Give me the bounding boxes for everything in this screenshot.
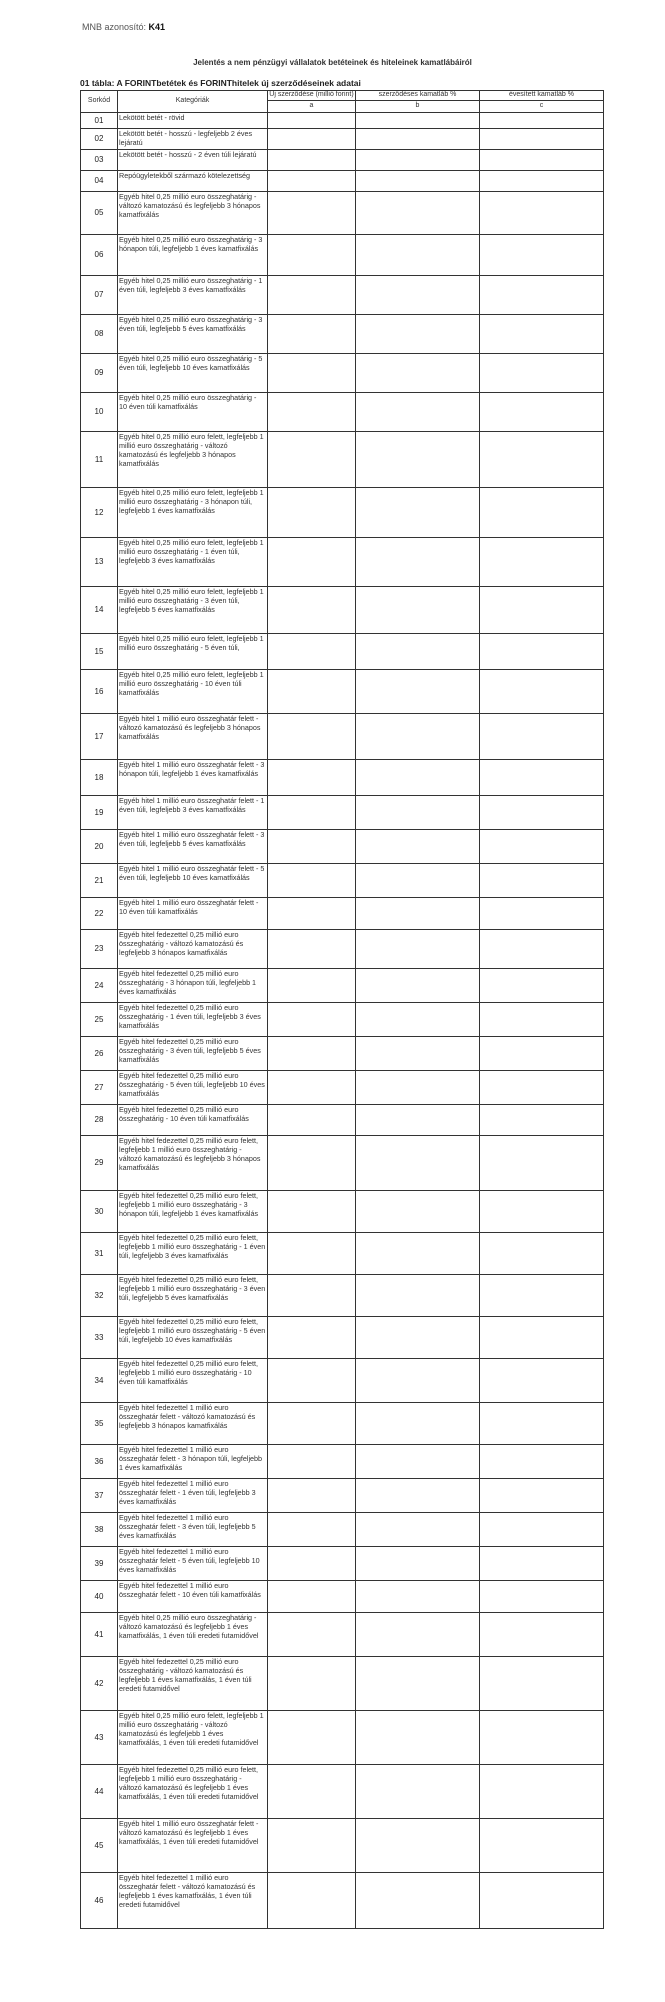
cell-col-b[interactable] (356, 392, 480, 431)
table-row (81, 829, 604, 863)
cell-col-a[interactable] (268, 1232, 356, 1274)
table-row (81, 1358, 604, 1402)
cell-col-b[interactable] (356, 1478, 480, 1512)
cell-col-c[interactable] (480, 897, 604, 929)
cell-col-c[interactable] (480, 1818, 604, 1872)
row-category: Egyéb hitel 0,25 millió euro felett, legfeljebb 1 millió euro összeghatárig - 10 éven túli kamatfixálás (118, 669, 268, 713)
table-row (81, 1612, 604, 1656)
row-code: 04 (81, 170, 118, 191)
cell-col-b[interactable] (356, 713, 480, 759)
row-code: 45 (81, 1818, 118, 1872)
table-row (81, 1135, 604, 1190)
row-category: Egyéb hitel 1 millió euro összeghatár felett - 5 éven túli, legfeljebb 10 éves kamatfixálás (118, 863, 268, 897)
cell-col-a[interactable] (268, 537, 356, 586)
cell-col-c[interactable] (480, 487, 604, 537)
cell-col-a[interactable] (268, 191, 356, 234)
cell-col-c[interactable] (480, 149, 604, 170)
cell-col-c[interactable] (480, 392, 604, 431)
row-category: Egyéb hitel fedezettel 1 millió euro összeghatár felett - 3 éven túli, legfeljebb 5 éves kamatfixálás (118, 1512, 268, 1546)
cell-col-b[interactable] (356, 863, 480, 897)
cell-col-b[interactable] (356, 431, 480, 487)
cell-col-b[interactable] (356, 759, 480, 795)
cell-col-c[interactable] (480, 1656, 604, 1710)
cell-col-a[interactable] (268, 1316, 356, 1358)
cell-col-a[interactable] (268, 1764, 356, 1818)
row-category: Repóügyletekből származó kötelezettség (118, 170, 268, 191)
cell-col-b[interactable] (356, 795, 480, 829)
report-title: Jelentés a nem pénzügyi vállalatok betéteinek és hiteleinek kamatlábáiról (193, 58, 472, 67)
cell-col-c[interactable] (480, 191, 604, 234)
table-row (81, 112, 604, 128)
row-code: 32 (81, 1274, 118, 1316)
cell-col-b[interactable] (356, 1135, 480, 1190)
row-code: 29 (81, 1135, 118, 1190)
row-category: Egyéb hitel 1 millió euro összeghatár felett - 10 éven túli kamatfixálás (118, 897, 268, 929)
header-letter-c: c (480, 100, 604, 112)
cell-col-a[interactable] (268, 586, 356, 633)
cell-col-c[interactable] (480, 1512, 604, 1546)
row-category: Egyéb hitel 0,25 millió euro összeghatárig - 10 éven túli kamatfixálás (118, 392, 268, 431)
row-category: Egyéb hitel fedezettel 1 millió euro összeghatár felett - változó kamatozású és legfeljebb 3 hónapos kamatfixálás (118, 1402, 268, 1444)
cell-col-c[interactable] (480, 586, 604, 633)
cell-col-b[interactable] (356, 191, 480, 234)
table-row (81, 1580, 604, 1612)
row-category: Egyéb hitel 1 millió euro összeghatár felett - változó kamatozású és legfeljebb 3 hónapos kamatfixálás (118, 713, 268, 759)
cell-col-c[interactable] (480, 112, 604, 128)
row-category: Egyéb hitel 0,25 millió euro összeghatárig - 3 éven túli, legfeljebb 5 éves kamatfixálás (118, 314, 268, 353)
cell-col-a[interactable] (268, 1710, 356, 1764)
cell-col-b[interactable] (356, 1580, 480, 1612)
cell-col-c[interactable] (480, 537, 604, 586)
row-code: 12 (81, 487, 118, 537)
row-code: 44 (81, 1764, 118, 1818)
row-code: 18 (81, 759, 118, 795)
cell-col-b[interactable] (356, 633, 480, 669)
row-category: Egyéb hitel fedezettel 1 millió euro összeghatár felett - változó kamatozású és legfeljebb 1 éves kamatfixálás, 1 éven túli eredeti futamidővel (118, 1872, 268, 1928)
row-category: Egyéb hitel fedezettel 0,25 millió euro felett, legfeljebb 1 millió euro összeghatárig - 3 hónapon túli, legfeljebb 1 éves kamatfixálás (118, 1190, 268, 1232)
table-row (81, 1818, 604, 1872)
row-code: 42 (81, 1656, 118, 1710)
row-code: 11 (81, 431, 118, 487)
row-category: Egyéb hitel 1 millió euro összeghatár felett - változó kamatozású és legfeljebb 1 éves kamatfixálás, 1 éven túli eredeti futamidővel (118, 1818, 268, 1872)
row-code: 05 (81, 191, 118, 234)
row-code: 26 (81, 1036, 118, 1070)
header-row (81, 91, 604, 101)
cell-col-c[interactable] (480, 353, 604, 392)
table-row (81, 1872, 604, 1928)
row-code: 39 (81, 1546, 118, 1580)
row-code: 13 (81, 537, 118, 586)
row-code: 38 (81, 1512, 118, 1546)
table-row (81, 1546, 604, 1580)
cell-col-a[interactable] (268, 1358, 356, 1402)
row-code: 46 (81, 1872, 118, 1928)
cell-col-c[interactable] (480, 1190, 604, 1232)
cell-col-a[interactable] (268, 929, 356, 968)
cell-col-a[interactable] (268, 128, 356, 149)
row-code: 01 (81, 112, 118, 128)
table-row (81, 1070, 604, 1104)
cell-col-b[interactable] (356, 669, 480, 713)
identifier-value: K41 (148, 22, 166, 32)
cell-col-b[interactable] (356, 1764, 480, 1818)
cell-col-b[interactable] (356, 897, 480, 929)
cell-col-b[interactable] (356, 829, 480, 863)
table-row (81, 234, 604, 275)
row-code: 22 (81, 897, 118, 929)
cell-col-b[interactable] (356, 149, 480, 170)
cell-col-c[interactable] (480, 431, 604, 487)
row-code: 19 (81, 795, 118, 829)
table-row (81, 1232, 604, 1274)
row-category: Egyéb hitel 1 millió euro összeghatár felett - 3 éven túli, legfeljebb 5 éves kamatfixálás (118, 829, 268, 863)
cell-col-c[interactable] (480, 1612, 604, 1656)
cell-col-c[interactable] (480, 759, 604, 795)
row-code: 20 (81, 829, 118, 863)
cell-col-c[interactable] (480, 1070, 604, 1104)
row-category: Egyéb hitel fedezettel 0,25 millió euro felett, legfeljebb 1 millió euro összeghatárig - változó kamatozású és legfeljebb 3 hónapos kamatfixálás (118, 1135, 268, 1190)
table-row (81, 1710, 604, 1764)
row-category: Egyéb hitel fedezettel 0,25 millió euro felett, legfeljebb 1 millió euro összeghatárig - 5 éven túli, legfeljebb 10 éves kamatfixálás (118, 1316, 268, 1358)
table-row (81, 314, 604, 353)
cell-col-b[interactable] (356, 487, 480, 537)
cell-col-a[interactable] (268, 1002, 356, 1036)
table-row (81, 897, 604, 929)
cell-col-a[interactable] (268, 1818, 356, 1872)
cell-col-c[interactable] (480, 1764, 604, 1818)
row-category: Egyéb hitel fedezettel 1 millió euro összeghatár felett - 10 éven túli kamatfixálás (118, 1580, 268, 1612)
cell-col-b[interactable] (356, 1104, 480, 1135)
row-code: 30 (81, 1190, 118, 1232)
cell-col-a[interactable] (268, 1402, 356, 1444)
cell-col-a[interactable] (268, 1274, 356, 1316)
table-body (81, 112, 604, 1928)
row-code: 27 (81, 1070, 118, 1104)
table-row (81, 191, 604, 234)
cell-col-b[interactable] (356, 537, 480, 586)
cell-col-a[interactable] (268, 863, 356, 897)
table-row (81, 275, 604, 314)
row-category: Egyéb hitel 0,25 millió euro felett, legfeljebb 1 millió euro összeghatárig - változó kamatozású és legfeljebb 3 hónapos kamatfixálás (118, 431, 268, 487)
cell-col-c[interactable] (480, 1274, 604, 1316)
row-code: 02 (81, 128, 118, 149)
cell-col-b[interactable] (356, 128, 480, 149)
cell-col-c[interactable] (480, 1232, 604, 1274)
cell-col-b[interactable] (356, 234, 480, 275)
cell-col-b[interactable] (356, 1656, 480, 1710)
cell-col-b[interactable] (356, 1232, 480, 1274)
cell-col-b[interactable] (356, 586, 480, 633)
row-code: 36 (81, 1444, 118, 1478)
cell-col-b[interactable] (356, 170, 480, 191)
cell-col-a[interactable] (268, 170, 356, 191)
cell-col-a[interactable] (268, 713, 356, 759)
table-row (81, 1002, 604, 1036)
table-row (81, 1190, 604, 1232)
row-category: Egyéb hitel 0,25 millió euro felett, legfeljebb 1 millió euro összeghatárig - 5 éven túli, (118, 633, 268, 669)
table-row (81, 1478, 604, 1512)
table-row (81, 633, 604, 669)
cell-col-b[interactable] (356, 1070, 480, 1104)
row-category: Egyéb hitel fedezettel 0,25 millió euro összeghatárig - változó kamatozású és legfeljebb 1 éves kamatfixálás, 1 éven túli eredeti futamidővel (118, 1656, 268, 1710)
row-category: Egyéb hitel fedezettel 0,25 millió euro összeghatárig - 1 éven túli, legfeljebb 3 éves kamatfixálás (118, 1002, 268, 1036)
cell-col-a[interactable] (268, 669, 356, 713)
cell-col-a[interactable] (268, 968, 356, 1002)
cell-col-b[interactable] (356, 1402, 480, 1444)
cell-col-c[interactable] (480, 795, 604, 829)
table-row (81, 929, 604, 968)
table-row (81, 1444, 604, 1478)
row-category: Egyéb hitel fedezettel 0,25 millió euro összeghatárig - változó kamatozású és legfeljebb 3 hónapos kamatfixálás (118, 929, 268, 968)
table-row (81, 149, 604, 170)
row-category: Egyéb hitel 0,25 millió euro összeghatárig - 5 éven túli, legfeljebb 10 éves kamatfixálás (118, 353, 268, 392)
row-code: 28 (81, 1104, 118, 1135)
table-row (81, 1512, 604, 1546)
table-row (81, 968, 604, 1002)
header-letter-b: b (356, 100, 480, 112)
row-code: 03 (81, 149, 118, 170)
cell-col-a[interactable] (268, 275, 356, 314)
row-code: 10 (81, 392, 118, 431)
table-row (81, 537, 604, 586)
cell-col-c[interactable] (480, 1478, 604, 1512)
row-category: Egyéb hitel fedezettel 0,25 millió euro felett, legfeljebb 1 millió euro összeghatárig - 1 éven túli, legfeljebb 3 éves kamatfixálás (118, 1232, 268, 1274)
cell-col-c[interactable] (480, 275, 604, 314)
cell-col-a[interactable] (268, 1546, 356, 1580)
mnb-identifier (82, 22, 165, 32)
cell-col-b[interactable] (356, 1710, 480, 1764)
row-category: Egyéb hitel fedezettel 0,25 millió euro összeghatárig - 5 éven túli, legfeljebb 10 éves kamatfixálás (118, 1070, 268, 1104)
cell-col-c[interactable] (480, 669, 604, 713)
cell-col-a[interactable] (268, 112, 356, 128)
cell-col-c[interactable] (480, 1710, 604, 1764)
cell-col-c[interactable] (480, 1002, 604, 1036)
cell-col-c[interactable] (480, 1546, 604, 1580)
cell-col-b[interactable] (356, 1872, 480, 1928)
cell-col-a[interactable] (268, 1478, 356, 1512)
cell-col-b[interactable] (356, 1002, 480, 1036)
row-category: Egyéb hitel 1 millió euro összeghatár felett - 1 éven túli, legfeljebb 3 éves kamatfixálás (118, 795, 268, 829)
cell-col-a[interactable] (268, 1580, 356, 1612)
header-col-c: évesített kamatláb % (480, 91, 604, 101)
cell-col-a[interactable] (268, 795, 356, 829)
row-code: 25 (81, 1002, 118, 1036)
cell-col-a[interactable] (268, 633, 356, 669)
table-row (81, 759, 604, 795)
cell-col-b[interactable] (356, 1358, 480, 1402)
cell-col-b[interactable] (356, 929, 480, 968)
cell-col-a[interactable] (268, 759, 356, 795)
identifier-label: MNB azonosító: (82, 22, 147, 32)
cell-col-c[interactable] (480, 929, 604, 968)
cell-col-c[interactable] (480, 170, 604, 191)
table-row (81, 431, 604, 487)
header-category: Kategóriák (118, 91, 268, 113)
cell-col-b[interactable] (356, 1274, 480, 1316)
row-code: 06 (81, 234, 118, 275)
cell-col-b[interactable] (356, 1036, 480, 1070)
row-code: 21 (81, 863, 118, 897)
cell-col-b[interactable] (356, 1612, 480, 1656)
row-category: Lekötött betét - hosszú - 2 éven túli lejáratú (118, 149, 268, 170)
row-code: 40 (81, 1580, 118, 1612)
table-row (81, 586, 604, 633)
row-code: 08 (81, 314, 118, 353)
cell-col-a[interactable] (268, 353, 356, 392)
row-code: 16 (81, 669, 118, 713)
table-row (81, 863, 604, 897)
header-letter-a: a (268, 100, 356, 112)
cell-col-c[interactable] (480, 1316, 604, 1358)
row-code: 34 (81, 1358, 118, 1402)
cell-col-c[interactable] (480, 1444, 604, 1478)
cell-col-a[interactable] (268, 234, 356, 275)
row-category: Egyéb hitel fedezettel 0,25 millió euro felett, legfeljebb 1 millió euro összeghatárig - változó kamatozású és legfeljebb 1 éves kamatfixálás, 1 éven túli eredeti futamidővel (118, 1764, 268, 1818)
cell-col-a[interactable] (268, 1872, 356, 1928)
table-row (81, 392, 604, 431)
row-category: Egyéb hitel fedezettel 0,25 millió euro összeghatárig - 3 hónapon túli, legfeljebb 1 éves kamatfixálás (118, 968, 268, 1002)
data-table (80, 90, 604, 1929)
table-row (81, 1764, 604, 1818)
table-row (81, 1656, 604, 1710)
row-code: 17 (81, 713, 118, 759)
cell-col-a[interactable] (268, 1512, 356, 1546)
row-category: Egyéb hitel fedezettel 0,25 millió euro felett, legfeljebb 1 millió euro összeghatárig - 3 éven túli, legfeljebb 5 éves kamatfixálás (118, 1274, 268, 1316)
table-row (81, 170, 604, 191)
cell-col-b[interactable] (356, 1818, 480, 1872)
cell-col-b[interactable] (356, 275, 480, 314)
cell-col-c[interactable] (480, 829, 604, 863)
cell-col-c[interactable] (480, 863, 604, 897)
table-row (81, 713, 604, 759)
header-col-b: szerződéses kamatláb % (356, 91, 480, 101)
cell-col-b[interactable] (356, 968, 480, 1002)
cell-col-a[interactable] (268, 1135, 356, 1190)
row-code: 09 (81, 353, 118, 392)
row-code: 43 (81, 1710, 118, 1764)
cell-col-c[interactable] (480, 1872, 604, 1928)
row-code: 35 (81, 1402, 118, 1444)
cell-col-b[interactable] (356, 1444, 480, 1478)
row-category: Egyéb hitel 1 millió euro összeghatár felett - 3 hónapon túli, legfeljebb 1 éves kamatfixálás (118, 759, 268, 795)
cell-col-a[interactable] (268, 1190, 356, 1232)
cell-col-a[interactable] (268, 897, 356, 929)
row-category: Egyéb hitel 0,25 millió euro felett, legfeljebb 1 millió euro összeghatárig - 3 éven túli, legfeljebb 5 éves kamatfixálás (118, 586, 268, 633)
row-category: Egyéb hitel fedezettel 0,25 millió euro összeghatárig - 10 éven túli kamatfixálás (118, 1104, 268, 1135)
table-row (81, 669, 604, 713)
row-category: Egyéb hitel fedezettel 1 millió euro összeghatár felett - 3 hónapon túli, legfeljebb 1 éves kamatfixálás (118, 1444, 268, 1478)
row-code: 14 (81, 586, 118, 633)
table-row (81, 487, 604, 537)
row-code: 15 (81, 633, 118, 669)
cell-col-a[interactable] (268, 149, 356, 170)
cell-col-b[interactable] (356, 1546, 480, 1580)
row-code: 07 (81, 275, 118, 314)
row-category: Egyéb hitel 0,25 millió euro összeghatárig - változó kamatozású és legfeljebb 3 hónapos kamatfixálás (118, 191, 268, 234)
row-category: Egyéb hitel 0,25 millió euro felett, legfeljebb 1 millió euro összeghatárig - 1 éven túli, legfeljebb 3 éves kamatfixálás (118, 537, 268, 586)
row-category: Egyéb hitel 0,25 millió euro felett, legfeljebb 1 millió euro összeghatárig - 3 hónapon túli, legfeljebb 1 éves kamatfixálás (118, 487, 268, 537)
cell-col-c[interactable] (480, 633, 604, 669)
cell-col-c[interactable] (480, 1135, 604, 1190)
row-code: 23 (81, 929, 118, 968)
row-category: Egyéb hitel 0,25 millió euro összeghatárig - 3 hónapon túli, legfeljebb 1 éves kamatfixálás (118, 234, 268, 275)
cell-col-c[interactable] (480, 314, 604, 353)
cell-col-a[interactable] (268, 392, 356, 431)
table-row (81, 1316, 604, 1358)
cell-col-c[interactable] (480, 1580, 604, 1612)
cell-col-b[interactable] (356, 112, 480, 128)
cell-col-a[interactable] (268, 431, 356, 487)
cell-col-c[interactable] (480, 1104, 604, 1135)
cell-col-b[interactable] (356, 1190, 480, 1232)
row-category: Lekötött betét - rövid (118, 112, 268, 128)
cell-col-a[interactable] (268, 1104, 356, 1135)
cell-col-c[interactable] (480, 1402, 604, 1444)
cell-col-a[interactable] (268, 829, 356, 863)
table-row (81, 1104, 604, 1135)
cell-col-c[interactable] (480, 234, 604, 275)
table-row (81, 1036, 604, 1070)
cell-col-a[interactable] (268, 1612, 356, 1656)
cell-col-a[interactable] (268, 1444, 356, 1478)
table-title: 01 tábla: A FORINTbetétek és FORINThitelek új szerződéseinek adatai (80, 78, 361, 88)
cell-col-b[interactable] (356, 1512, 480, 1546)
row-code: 24 (81, 968, 118, 1002)
cell-col-c[interactable] (480, 968, 604, 1002)
row-category: Egyéb hitel 0,25 millió euro összeghatárig - változó kamatozású és legfeljebb 1 éves kamatfixálás, 1 éven túli eredeti futamidővel (118, 1612, 268, 1656)
cell-col-b[interactable] (356, 314, 480, 353)
cell-col-a[interactable] (268, 1656, 356, 1710)
cell-col-c[interactable] (480, 1358, 604, 1402)
cell-col-a[interactable] (268, 487, 356, 537)
cell-col-c[interactable] (480, 128, 604, 149)
row-code: 31 (81, 1232, 118, 1274)
row-category: Egyéb hitel 0,25 millió euro felett, legfeljebb 1 millió euro összeghatárig - változó kamatozású és legfeljebb 1 éves kamatfixálás, 1 éven túli eredeti futamidővel (118, 1710, 268, 1764)
row-code: 33 (81, 1316, 118, 1358)
row-code: 41 (81, 1612, 118, 1656)
header-col-a: Új szerződése (millió forint) (269, 91, 354, 98)
cell-col-b[interactable] (356, 1316, 480, 1358)
cell-col-a[interactable] (268, 1070, 356, 1104)
row-code: 37 (81, 1478, 118, 1512)
row-category: Lekötött betét - hosszú - legfeljebb 2 éves lejáratú (118, 128, 268, 149)
cell-col-c[interactable] (480, 1036, 604, 1070)
header-row-code: Sorkód (81, 91, 118, 113)
table-row (81, 353, 604, 392)
row-category: Egyéb hitel 0,25 millió euro összeghatárig - 1 éven túli, legfeljebb 3 éves kamatfixálás (118, 275, 268, 314)
row-category: Egyéb hitel fedezettel 0,25 millió euro felett, legfeljebb 1 millió euro összeghatárig - 10 éven túli kamatfixálás (118, 1358, 268, 1402)
row-category: Egyéb hitel fedezettel 0,25 millió euro összeghatárig - 3 éven túli, legfeljebb 5 éves kamatfixálás (118, 1036, 268, 1070)
table-row (81, 1402, 604, 1444)
table-row (81, 1274, 604, 1316)
cell-col-a[interactable] (268, 1036, 356, 1070)
row-category: Egyéb hitel fedezettel 1 millió euro összeghatár felett - 5 éven túli, legfeljebb 10 éves kamatfixálás (118, 1546, 268, 1580)
cell-col-c[interactable] (480, 713, 604, 759)
cell-col-a[interactable] (268, 314, 356, 353)
row-category: Egyéb hitel fedezettel 1 millió euro összeghatár felett - 1 éven túli, legfeljebb 3 éves kamatfixálás (118, 1478, 268, 1512)
cell-col-b[interactable] (356, 353, 480, 392)
table-row (81, 128, 604, 149)
table-row (81, 795, 604, 829)
